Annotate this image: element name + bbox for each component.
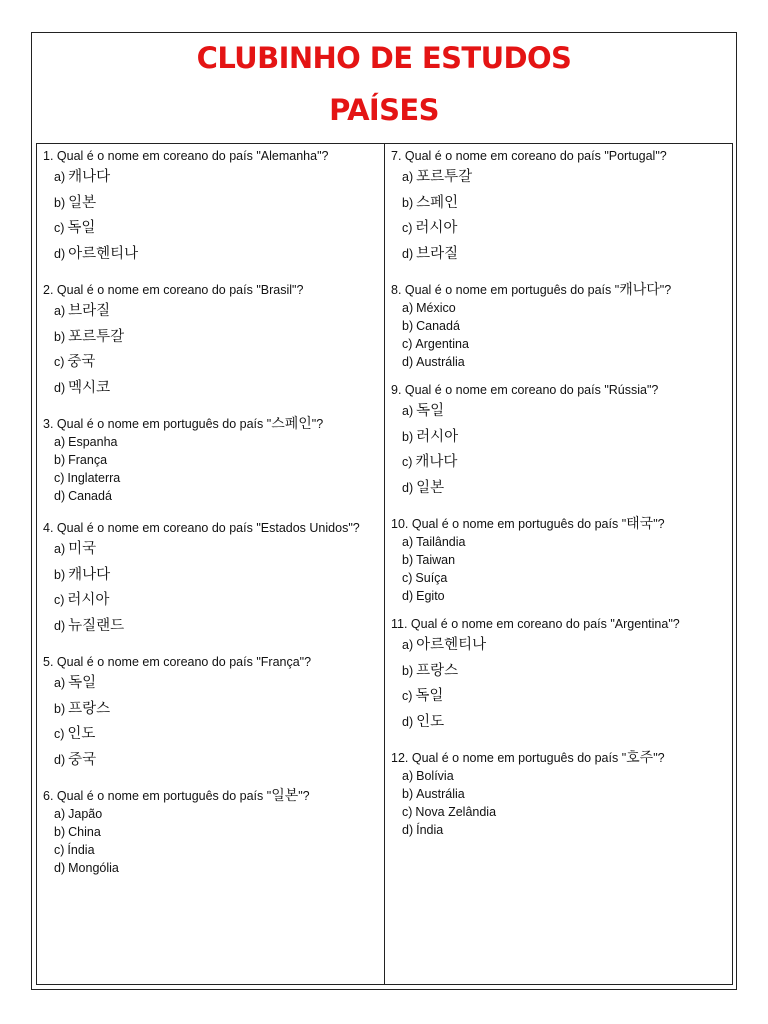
option-letter: d) (54, 752, 66, 767)
answer-options (54, 671, 378, 773)
question-suffix: "? (317, 149, 329, 163)
question-suffix: "? (348, 521, 360, 535)
option-text: 브라질 (68, 303, 111, 319)
option-text: 멕시코 (68, 379, 111, 396)
option-text: Japão (68, 807, 103, 821)
answer-option (402, 450, 726, 476)
question-block (43, 653, 378, 773)
option-text: 독일 (67, 220, 96, 236)
worksheet-title: CLUBINHO DE ESTUDOS (196, 41, 572, 75)
option-letter: d) (54, 861, 66, 875)
question-prefix: 7. Qual é o nome em coreano do país " (391, 149, 609, 163)
question-prefix: 12. Qual é o nome em português do país " (391, 751, 627, 765)
option-text: 독일 (416, 403, 445, 419)
option-letter: d) (402, 480, 414, 495)
option-letter: b) (54, 195, 66, 210)
answer-option (402, 191, 726, 217)
option-text: Nova Zelândia (415, 805, 497, 819)
answer-option (54, 614, 378, 640)
option-letter: c) (54, 471, 65, 485)
option-text: 브라질 (416, 245, 459, 262)
question-suffix: "? (311, 417, 324, 431)
answer-option (54, 433, 378, 451)
question-term: Brasil (260, 283, 293, 297)
question-block (43, 147, 378, 267)
question-text (391, 281, 726, 299)
answer-option (54, 350, 378, 376)
answer-option (54, 697, 378, 723)
option-letter: b) (402, 429, 414, 444)
option-letter: d) (54, 380, 66, 395)
option-text: Austrália (416, 355, 465, 369)
answer-option (54, 588, 378, 614)
option-text: Suíça (415, 571, 448, 585)
answer-option (54, 805, 378, 823)
option-text: 아르헨티나 (68, 245, 139, 262)
option-letter: b) (54, 567, 66, 582)
answer-option (402, 633, 726, 659)
answer-option (54, 487, 378, 505)
worksheet (31, 32, 737, 990)
question-text (43, 281, 378, 299)
option-letter: d) (402, 823, 414, 837)
answer-options (54, 299, 378, 401)
question-text (43, 787, 378, 805)
answer-option (402, 785, 726, 803)
option-text: 중국 (67, 354, 96, 370)
answer-option (54, 191, 378, 217)
option-letter: a) (402, 535, 414, 549)
question-block (391, 147, 726, 267)
option-text: 중국 (68, 751, 97, 768)
answer-option (402, 767, 726, 785)
question-prefix: 5. Qual é o nome em coreano do país " (43, 655, 261, 669)
option-letter: b) (402, 195, 414, 210)
option-text: 일본 (416, 479, 445, 496)
question-prefix: 8. Qual é o nome em português do país " (391, 283, 620, 297)
question-prefix: 1. Qual é o nome em coreano do país " (43, 149, 261, 163)
option-text: 캐나다 (68, 566, 111, 583)
answer-option (54, 165, 378, 191)
answer-option (402, 684, 726, 710)
option-text: Bolívia (416, 769, 454, 783)
answer-option (54, 451, 378, 469)
question-prefix: 10. Qual é o nome em português do país " (391, 517, 627, 531)
option-letter: b) (54, 329, 66, 344)
answer-option (402, 533, 726, 551)
question-text (43, 147, 378, 165)
option-text: 캐나다 (68, 169, 111, 185)
question-text (43, 519, 378, 537)
option-letter: b) (54, 825, 66, 839)
option-letter: d) (402, 714, 414, 729)
left-question-column (36, 143, 385, 985)
question-term: Alemanha (260, 149, 318, 163)
option-text: 포르투갈 (416, 169, 473, 185)
question-prefix: 2. Qual é o nome em coreano do país " (43, 283, 261, 297)
option-letter: c) (54, 593, 65, 607)
answer-option (402, 476, 726, 502)
question-prefix: 6. Qual é o nome em português do país " (43, 789, 272, 803)
option-text: 러시아 (416, 428, 459, 445)
option-text: Índia (67, 843, 95, 857)
question-term: Estados Unidos (260, 521, 349, 535)
option-text: Inglaterra (67, 471, 121, 485)
option-text: Canadá (416, 319, 460, 333)
answer-options (402, 299, 726, 371)
answer-option (54, 299, 378, 325)
question-prefix: 11. Qual é o nome em coreano do país " (391, 617, 615, 631)
question-suffix: "? (653, 751, 665, 765)
option-letter: b) (54, 453, 66, 467)
option-text: 인도 (67, 726, 96, 742)
option-text: Canadá (68, 489, 112, 503)
answer-option (54, 469, 378, 487)
option-letter: c) (54, 727, 65, 741)
answer-options (54, 537, 378, 639)
answer-options (402, 533, 726, 605)
question-block (391, 281, 726, 371)
answer-option (54, 859, 378, 877)
answer-options (54, 165, 378, 267)
option-text: 러시아 (67, 592, 110, 608)
question-suffix: "? (668, 617, 680, 631)
option-text: 독일 (415, 688, 444, 704)
answer-option (54, 216, 378, 242)
option-letter: c) (402, 805, 413, 819)
answer-option (402, 821, 726, 839)
question-suffix: "? (299, 655, 312, 669)
question-block (43, 787, 378, 877)
answer-option (402, 242, 726, 268)
question-term: 태국 (626, 516, 654, 532)
option-text: 아르헨티나 (416, 637, 487, 653)
question-text (43, 415, 378, 433)
option-letter: a) (402, 170, 414, 184)
question-term: Rússia (608, 383, 647, 397)
question-block (391, 515, 726, 605)
question-term: 일본 (271, 788, 299, 804)
answer-option (402, 659, 726, 685)
option-letter: a) (402, 404, 414, 418)
question-block (43, 415, 378, 505)
option-letter: a) (54, 807, 66, 821)
question-block (391, 749, 726, 839)
option-letter: d) (402, 355, 414, 369)
option-text: 일본 (68, 194, 97, 211)
answer-option (402, 551, 726, 569)
option-letter: c) (402, 455, 413, 469)
question-suffix: "? (298, 789, 310, 803)
answer-options (54, 433, 378, 505)
option-letter: d) (54, 246, 66, 261)
question-block (391, 381, 726, 501)
option-text: 캐나다 (415, 454, 458, 470)
option-letter: c) (402, 337, 413, 351)
answer-options (402, 633, 726, 735)
question-term: 스페인 (271, 416, 312, 432)
option-text: México (416, 301, 456, 315)
answer-option (54, 325, 378, 351)
option-text: 뉴질랜드 (68, 617, 125, 634)
answer-option (402, 425, 726, 451)
option-text: Egito (416, 589, 445, 603)
question-suffix: "? (292, 283, 304, 297)
option-text: Índia (416, 823, 444, 837)
option-letter: b) (402, 553, 414, 567)
answer-option (402, 317, 726, 335)
option-letter: a) (402, 769, 414, 783)
option-text: França (68, 453, 108, 467)
option-letter: a) (402, 638, 414, 652)
answer-option (54, 563, 378, 589)
question-term: Argentina (614, 617, 669, 631)
right-question-column (384, 143, 733, 985)
option-text: 미국 (68, 541, 97, 557)
option-letter: b) (402, 663, 414, 678)
answer-options (402, 399, 726, 501)
answer-option (54, 242, 378, 268)
answer-option (402, 587, 726, 605)
option-letter: c) (402, 571, 413, 585)
question-text (391, 749, 726, 767)
answer-options (402, 767, 726, 839)
option-letter: d) (402, 589, 414, 603)
option-text: Argentina (415, 337, 469, 351)
question-suffix: "? (646, 383, 659, 397)
option-text: 프랑스 (68, 700, 111, 717)
question-text (391, 515, 726, 533)
question-text (43, 653, 378, 671)
answer-option (402, 569, 726, 587)
option-letter: b) (54, 701, 66, 716)
option-text: Austrália (416, 787, 465, 801)
question-term: França (260, 655, 300, 669)
option-letter: a) (54, 170, 66, 184)
option-letter: c) (54, 843, 65, 857)
question-text (391, 147, 726, 165)
option-letter: b) (402, 787, 414, 801)
option-text: Espanha (68, 435, 118, 449)
answer-option (54, 823, 378, 841)
question-suffix: "? (653, 517, 665, 531)
option-text: Taiwan (416, 553, 456, 567)
answer-option (402, 216, 726, 242)
option-letter: c) (402, 221, 413, 235)
option-letter: d) (402, 246, 414, 261)
question-suffix: "? (659, 283, 672, 297)
option-text: 스페인 (416, 194, 459, 211)
question-text (391, 381, 726, 399)
answer-options (54, 805, 378, 877)
answer-option (402, 399, 726, 425)
answer-option (402, 803, 726, 821)
option-text: 인도 (416, 713, 445, 730)
option-letter: c) (54, 355, 65, 369)
question-term: 호주 (626, 750, 654, 766)
option-letter: c) (54, 221, 65, 235)
answer-option (54, 671, 378, 697)
option-letter: a) (54, 542, 66, 556)
answer-option (402, 335, 726, 353)
answer-option (54, 376, 378, 402)
question-block (43, 519, 378, 639)
option-letter: a) (54, 676, 66, 690)
answer-option (54, 722, 378, 748)
option-letter: a) (54, 304, 66, 318)
answer-option (54, 537, 378, 563)
answer-option (402, 710, 726, 736)
option-letter: b) (402, 319, 414, 333)
question-suffix: "? (655, 149, 667, 163)
option-text: 포르투갈 (68, 328, 125, 345)
option-letter: d) (54, 489, 66, 503)
question-text (391, 615, 726, 633)
question-prefix: 9. Qual é o nome em coreano do país " (391, 383, 609, 397)
question-prefix: 4. Qual é o nome em coreano do país " (43, 521, 261, 535)
question-block (43, 281, 378, 401)
option-letter: c) (402, 689, 413, 703)
question-prefix: 3. Qual é o nome em português do país " (43, 417, 272, 431)
option-letter: d) (54, 618, 66, 633)
option-letter: a) (54, 435, 66, 449)
answer-option (402, 165, 726, 191)
option-text: 독일 (68, 675, 97, 691)
answer-option (54, 841, 378, 859)
option-text: Mongólia (68, 861, 119, 875)
answer-option (402, 353, 726, 371)
option-text: 러시아 (415, 220, 458, 236)
worksheet-subtitle: PAÍSES (329, 93, 439, 127)
question-term: 캐나다 (619, 282, 660, 298)
answer-option (54, 748, 378, 774)
question-term: Portugal (608, 149, 656, 163)
option-text: China (68, 825, 101, 839)
answer-option (402, 299, 726, 317)
question-block (391, 615, 726, 735)
option-text: Tailândia (416, 535, 466, 549)
option-letter: a) (402, 301, 414, 315)
answer-options (402, 165, 726, 267)
option-text: 프랑스 (416, 662, 459, 679)
